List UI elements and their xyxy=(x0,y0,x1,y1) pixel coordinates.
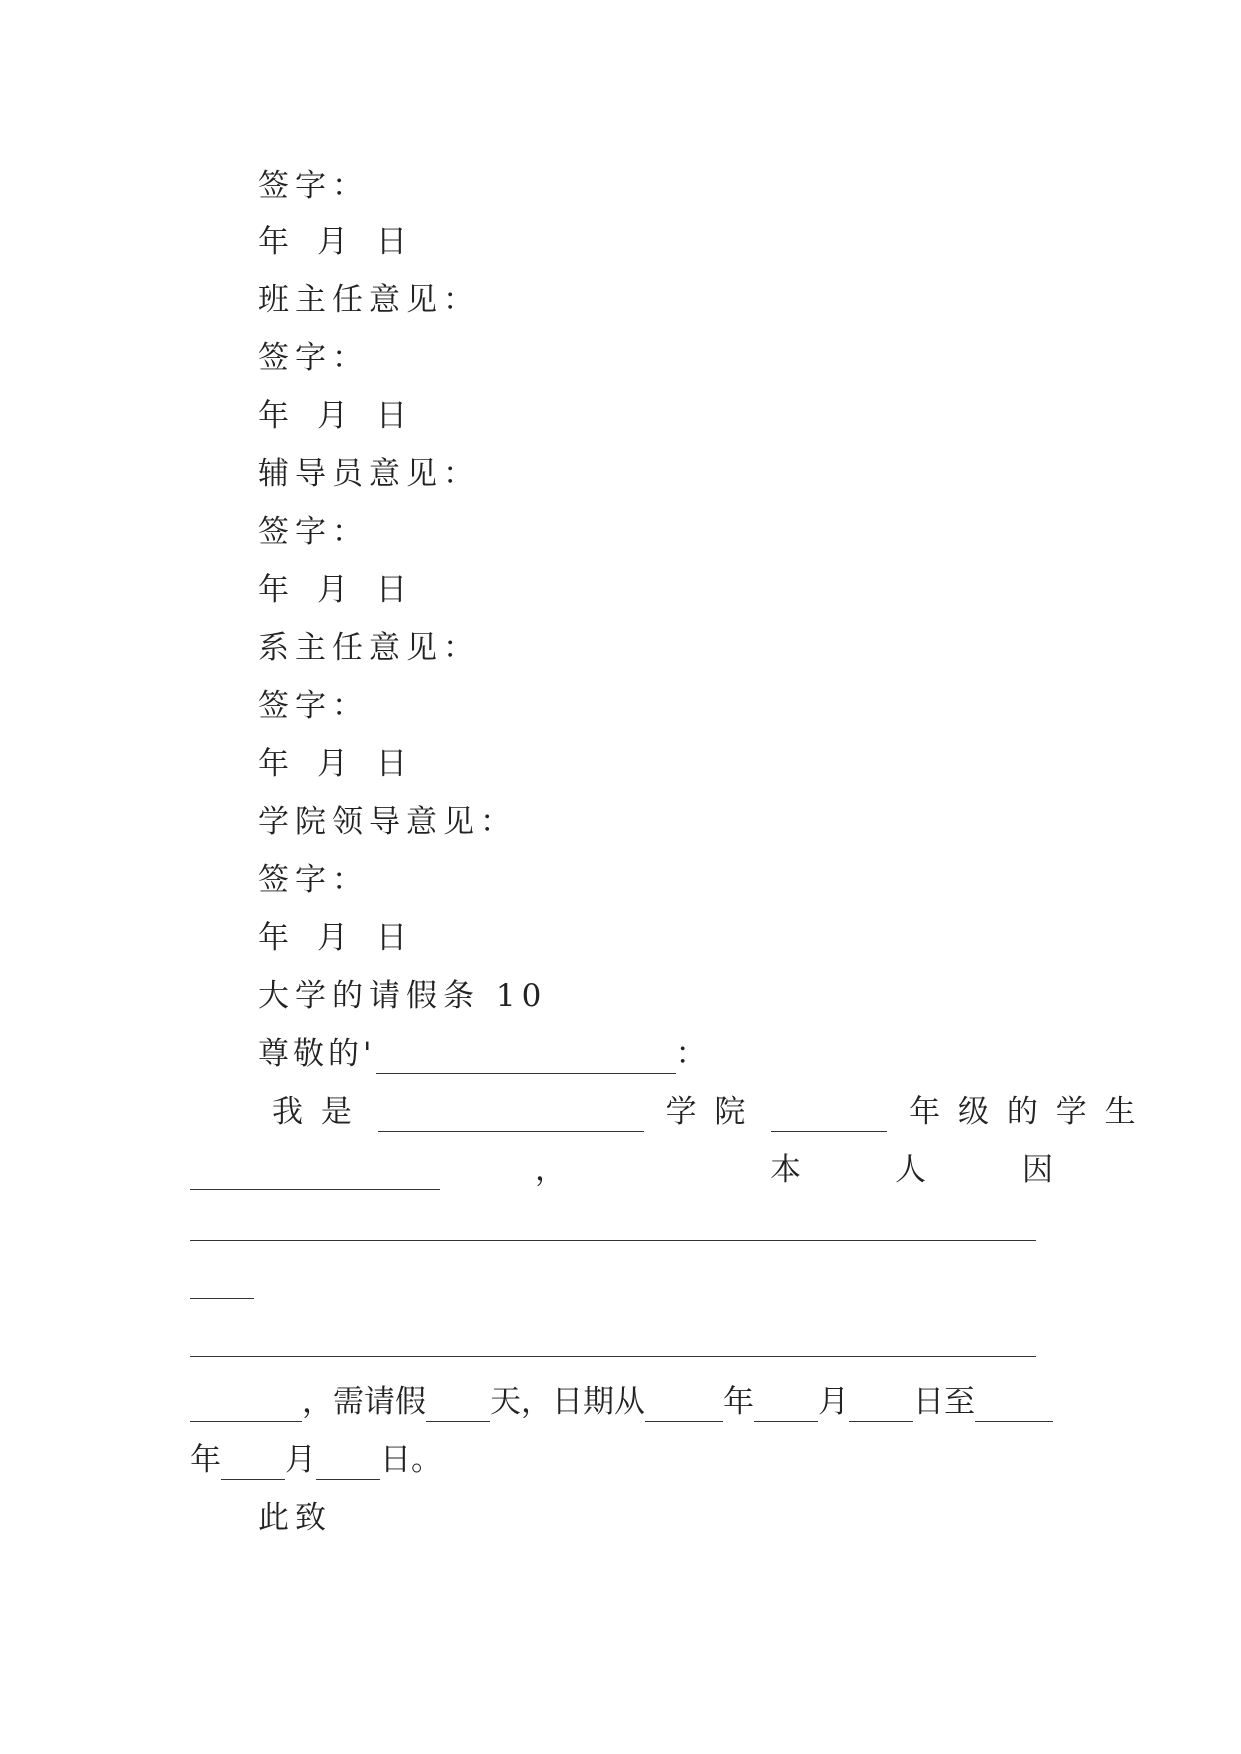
days-blank[interactable] xyxy=(426,1391,490,1422)
word-ben: 本 xyxy=(770,1152,807,1188)
grade-blank[interactable] xyxy=(771,1101,887,1132)
body-line-2 xyxy=(190,1150,440,1190)
end-day-blank[interactable] xyxy=(316,1449,380,1480)
letter-title: 大学的请假条 10 xyxy=(258,978,548,1014)
reason-blank-3[interactable] xyxy=(190,1356,1036,1357)
head-teacher-opinion-label: 班主任意见： xyxy=(258,282,480,318)
comma: ， xyxy=(535,1152,572,1188)
signature-label: 签字： xyxy=(258,340,369,376)
date-line: 年 月 日 xyxy=(258,572,413,608)
student-name-blank[interactable] xyxy=(190,1159,440,1190)
college-blank[interactable] xyxy=(378,1101,644,1132)
word-yin: 因 xyxy=(1022,1152,1059,1188)
reason-blank-end[interactable] xyxy=(190,1391,302,1422)
date-line: 年 月 日 xyxy=(258,398,413,434)
body-line-1: 我 是 学 院 年 级 的 学 生 xyxy=(272,1094,1140,1130)
counselor-opinion-label: 辅导员意见： xyxy=(258,456,480,492)
signature-label: 签字： xyxy=(258,168,369,204)
reason-blank-1[interactable] xyxy=(190,1240,1036,1241)
closing: 此致 xyxy=(258,1500,332,1536)
date-line: 年 月 日 xyxy=(258,224,413,260)
department-head-opinion-label: 系主任意见： xyxy=(258,630,480,666)
end-month-blank[interactable] xyxy=(221,1449,285,1480)
date-line: 年 月 日 xyxy=(258,920,413,956)
signature-label: 签字： xyxy=(258,862,369,898)
start-month-blank[interactable] xyxy=(754,1391,818,1422)
reason-blank-2[interactable] xyxy=(190,1298,254,1299)
recipient-blank[interactable] xyxy=(376,1043,676,1074)
college-leader-opinion-label: 学院领导意见： xyxy=(258,804,517,840)
signature-label: 签字： xyxy=(258,514,369,550)
body-line-6: 年 月 日。 xyxy=(190,1442,442,1478)
end-year-blank[interactable] xyxy=(975,1391,1053,1422)
date-line: 年 月 日 xyxy=(258,746,413,782)
start-year-blank[interactable] xyxy=(645,1391,723,1422)
body-line-5: ，需请假 天，日期从 年 月 日至 xyxy=(190,1382,1053,1422)
start-day-blank[interactable] xyxy=(849,1391,913,1422)
signature-label: 签字： xyxy=(258,688,369,724)
salutation: 尊敬的' ： xyxy=(258,1036,711,1072)
word-ren: 人 xyxy=(895,1152,932,1188)
